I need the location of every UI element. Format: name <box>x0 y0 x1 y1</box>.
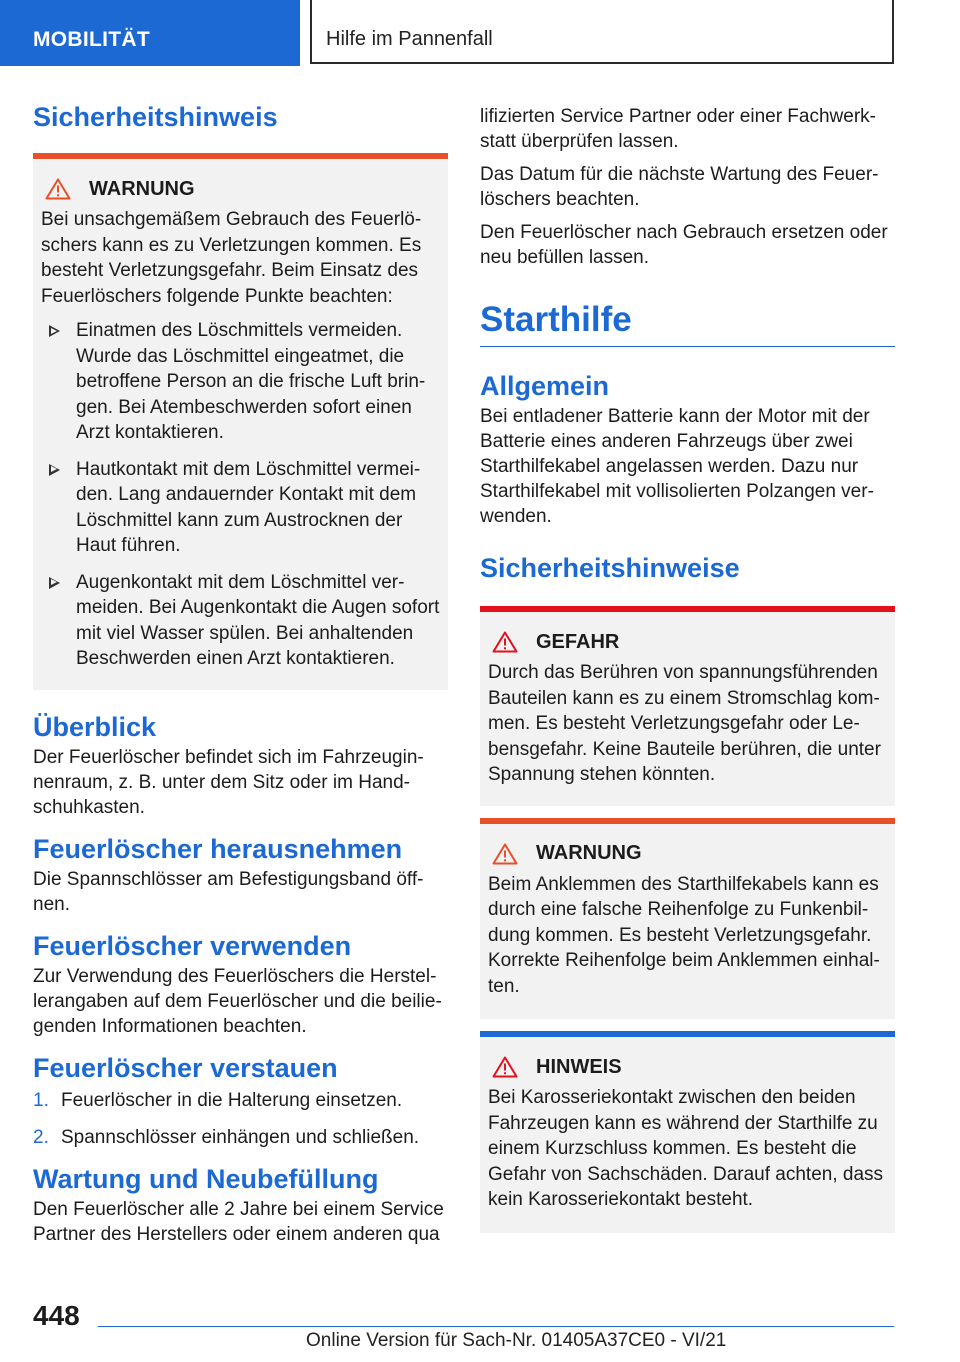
danger-header <box>488 628 887 656</box>
list-item: 2. Spannschlösser einhängen und schließen. <box>33 1126 420 1148</box>
danger-label: GEFAHR <box>536 630 620 653</box>
notice-header <box>488 1053 887 1081</box>
warning-triangle-icon <box>492 1056 518 1078</box>
general-text: Bei entladener Batterie kann der Motor mit der Batterie eines anderen Fahrzeugs über zwei Starthilfekabel angelassen werden. Dazu nur Starthilfekabel mit vollisolierten Polzangen verwenden. <box>480 406 874 527</box>
maintenance-heading: Wartung und Neubefüllung <box>33 1163 379 1194</box>
date-text: Das Datum für die nächste Wartung des Feuerlöschers beachten. <box>480 164 879 210</box>
safety-heading-right: Sicherheitshinweise <box>480 553 740 583</box>
right-column <box>480 104 895 1233</box>
list-item: 1. Feuerlöscher in die Halterung einsetzen. <box>33 1089 403 1111</box>
warning-label: WARNUNG <box>89 177 195 200</box>
bullet-arrow-icon <box>49 464 60 476</box>
warning-header <box>488 840 887 868</box>
warning-text: Beim Anklemmen des Starthilfekabels kann es durch eine falsche Reihenfolge zu Funkenbildung kommen. Es besteht Verletzungsgefahr. Korrekte Reihenfolge beim Anklemmen einhalten. <box>488 873 880 997</box>
stow-steps <box>33 1088 448 1150</box>
page-number: 448 <box>33 1300 80 1331</box>
remove-heading: Feuerlöscher herausnehmen <box>33 833 403 864</box>
section-title: MOBILITÄT <box>33 28 151 51</box>
footer-rule <box>98 1326 894 1327</box>
overview-heading: Überblick <box>33 711 157 742</box>
danger-text: Durch das Berühren von spannungsführenden Bauteilen kann es zu einem Stromschlag kommen. Es besteht Verletzungsgefahr oder Lebensgefahr. Keine Bauteile berühren, die unter Spannung stehen könnten. <box>488 662 881 785</box>
bullet-arrow-icon <box>49 325 60 337</box>
bullet-item: Hautkontakt mit dem Löschmittel vermeiden. Lang andauernder Kontakt mit dem Löschmittel kann zum Austrocknen der Haut führen. <box>41 457 440 559</box>
remove-text: Die Spannschlösser am Befestigungsband öffnen. <box>33 868 424 915</box>
general-heading: Allgemein <box>480 371 610 401</box>
safety-heading: Sicherheitshinweis <box>33 102 278 132</box>
warning-box-right <box>480 818 895 1020</box>
heading-rule <box>480 346 895 347</box>
notice-box <box>480 1031 895 1233</box>
notice-label: HINWEIS <box>536 1055 622 1078</box>
warning-triangle-icon <box>492 631 518 653</box>
bullet-arrow-icon <box>49 577 60 589</box>
chapter-tab <box>310 0 894 64</box>
warning-text: Bei unsachgemäßem Gebrauch des Feuerlöschers kann es zu Verletzungen kommen. Es besteht Verletzungsgefahr. Beim Einsatz des Feuerlöschers folgende Punkte beachten: <box>41 209 422 307</box>
maintenance-text-continued: lifizierten Service Partner oder einer Fachwerkstatt überprüfen lassen. <box>480 106 876 152</box>
chapter-title: Hilfe im Pannenfall <box>326 28 493 50</box>
use-heading: Feuerlöscher verwenden <box>33 930 352 961</box>
overview-text: Der Feuerlöscher befindet sich im Fahrzeuginnenraum, z. B. unter dem Sitz oder im Handschuhkasten. <box>33 746 424 818</box>
section-tab <box>0 0 300 66</box>
maintenance-text: Den Feuerlöscher alle 2 Jahre bei einem Service Partner des Herstellers oder einem anderen qua <box>33 1198 444 1245</box>
notice-text: Bei Karosseriekontakt zwischen den beiden Fahrzeugen kann es während der Starthilfe zu einem Kurzschluss kommen. Es besteht die Gefahr von Sachschäden. Darauf achten, dass kein Karosseriekontakt besteht. <box>488 1087 884 1210</box>
warning-triangle-icon <box>45 178 71 200</box>
stow-heading: Feuerlöscher verstauen <box>33 1052 338 1083</box>
warning-box <box>33 153 448 690</box>
left-column <box>33 100 448 1247</box>
warning-triangle-icon <box>492 843 518 865</box>
use-text: Zur Verwendung des Feuerlöschers die Herstellerangaben auf dem Feuerlöscher und die beiliegenden Informationen beachten. <box>33 965 442 1037</box>
replace-text: Den Feuerlöscher nach Gebrauch ersetzen oder neu befüllen lassen. <box>480 222 888 268</box>
danger-box <box>480 606 895 806</box>
bullet-item: Augenkontakt mit dem Löschmittel vermeiden. Bei Augenkontakt die Augen sofort mit viel Wasser spülen. Bei anhaltenden Beschwerden einen Arzt kontaktieren. <box>41 570 440 672</box>
edition-text: Online Version für Sach-Nr. 01405A37CE0 - VI/21 <box>306 1330 727 1351</box>
warning-header <box>41 175 440 203</box>
jump-start-heading: Starthilfe <box>480 300 632 339</box>
warning-label: WARNUNG <box>536 842 642 864</box>
bullet-item: Einatmen des Löschmittels vermeiden. Wurde das Löschmittel eingeatmet, die betroffene Person an die frische Luft bringen. Bei Atembeschwerden sofort einen Arzt kontaktieren. <box>41 318 440 446</box>
